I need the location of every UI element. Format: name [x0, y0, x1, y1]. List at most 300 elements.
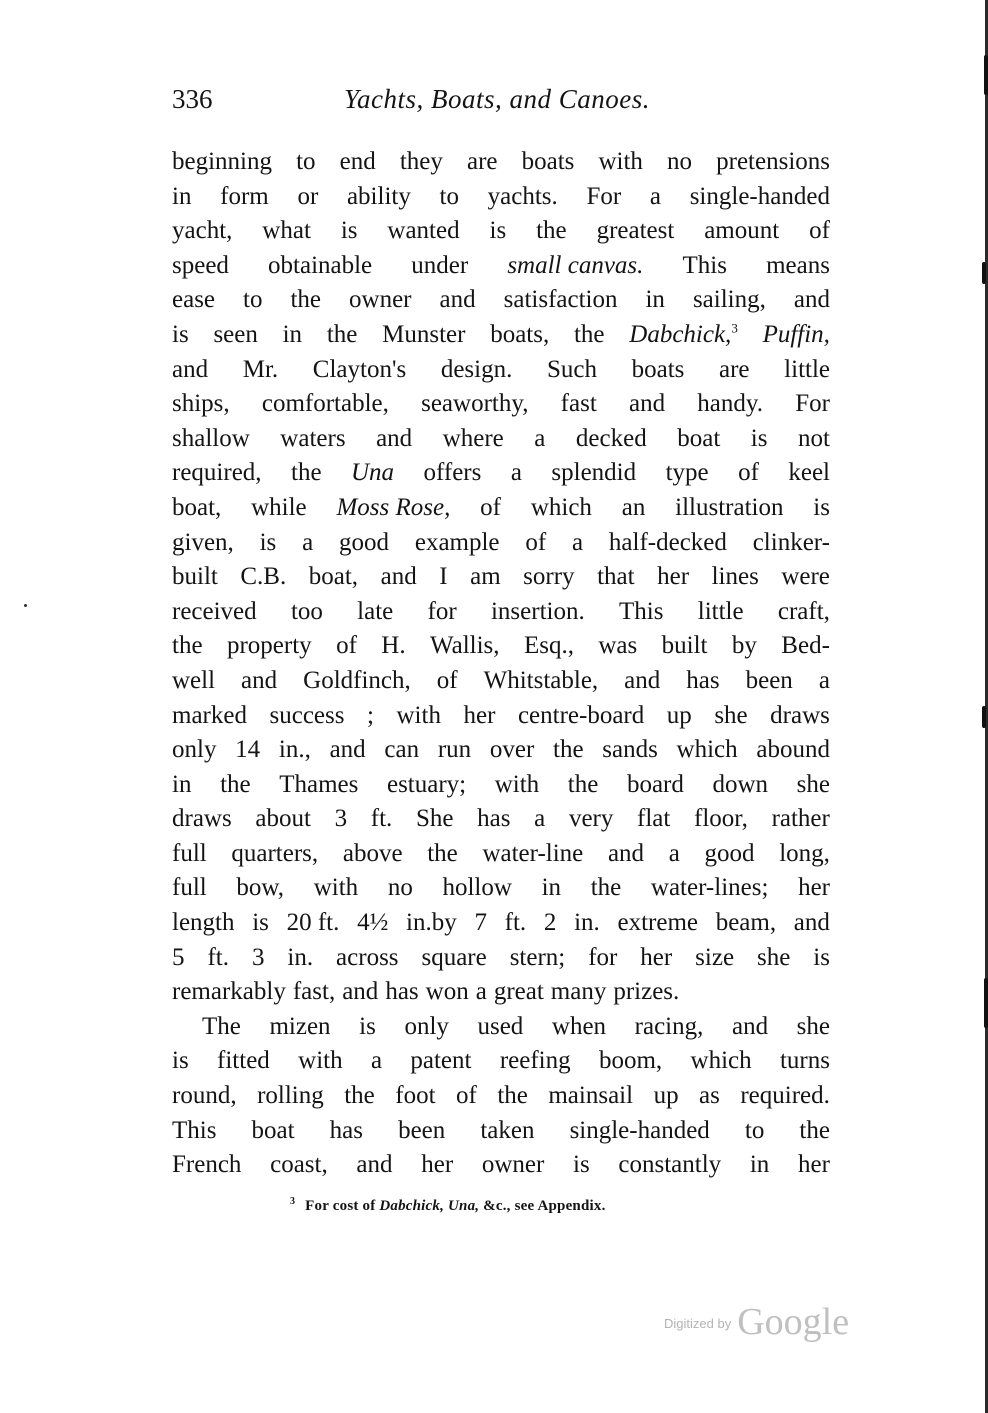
word: won [425, 978, 469, 1006]
word: water-line [482, 839, 584, 867]
word: single-handed [689, 182, 830, 210]
word: boats [631, 355, 685, 383]
word: ; [367, 701, 374, 729]
word: to [296, 148, 316, 175]
word: and [607, 839, 645, 867]
word: property [226, 632, 312, 660]
word: that [597, 563, 635, 591]
word: design. [440, 355, 513, 383]
running-title: Yachts, Boats, and Canoes. [344, 84, 651, 114]
word: to [439, 182, 459, 210]
word: and [376, 424, 413, 452]
word: 4½ [357, 909, 389, 937]
text-line [172, 249, 830, 284]
word: This [619, 597, 664, 625]
word: in [282, 320, 303, 348]
word: her [640, 943, 673, 971]
word: water-lines; [650, 874, 769, 902]
footnote-text: For cost of [305, 1198, 380, 1214]
word: 2 [543, 909, 557, 937]
word: no [387, 874, 413, 902]
word: Puffin, [762, 320, 830, 348]
word: boat, [172, 493, 222, 521]
word: with [298, 1047, 343, 1075]
text-line [172, 353, 830, 388]
word: Such [546, 355, 597, 383]
word: down [712, 770, 769, 798]
word: they [399, 148, 443, 175]
word: her [463, 701, 496, 729]
text-line [172, 664, 830, 699]
word: of [456, 1082, 477, 1110]
word: full [172, 839, 207, 867]
word: offers [423, 459, 482, 487]
word: means [766, 251, 830, 279]
word: which [676, 736, 738, 764]
word: which [690, 1047, 752, 1075]
word: the [573, 320, 605, 348]
word: She [415, 805, 454, 833]
word: a [534, 424, 546, 452]
word: an [621, 493, 646, 521]
word: she [757, 943, 791, 971]
word: many [550, 978, 607, 1006]
word: boat, [308, 563, 359, 591]
word: is [259, 528, 277, 556]
word: and [731, 1012, 769, 1040]
text-line [172, 526, 830, 561]
word: received [172, 597, 257, 625]
word: board [626, 770, 684, 798]
word: in [541, 874, 562, 902]
word: Wallis, [430, 632, 500, 660]
word: too [290, 597, 323, 625]
word: ships, [172, 390, 230, 418]
word: French [172, 1151, 242, 1179]
word: the [290, 286, 322, 314]
word: is [340, 217, 358, 245]
word: ft. [504, 909, 527, 937]
word: fitted [217, 1047, 270, 1075]
word: or [297, 182, 319, 210]
word: has [477, 805, 511, 833]
word: greatest [596, 217, 675, 245]
text-line [172, 560, 830, 595]
word: ability [346, 182, 411, 210]
word: of [738, 459, 759, 487]
word: with [313, 874, 359, 902]
footnote-reference: 3 [731, 320, 738, 336]
text-line [172, 214, 830, 249]
word: is [359, 1012, 376, 1040]
word: 5 [172, 943, 185, 971]
word: satisfaction [503, 286, 618, 314]
word: Mr. [242, 355, 279, 383]
word: in.by [406, 909, 457, 937]
word: the [799, 1116, 830, 1144]
word: coast, [270, 1151, 328, 1179]
word: of [336, 632, 357, 660]
word: and [329, 736, 366, 764]
word: handy. [697, 390, 764, 418]
word: comfortable, [261, 390, 389, 418]
word: insertion. [490, 597, 585, 625]
word: what [262, 217, 311, 245]
word: keel [788, 459, 830, 487]
word: was [598, 632, 638, 660]
text-line [172, 837, 830, 872]
word: draws [172, 805, 232, 833]
word: decked [575, 424, 647, 452]
word: This [682, 251, 727, 279]
word: success [269, 701, 345, 729]
word: up [666, 701, 692, 729]
word: square [421, 943, 487, 971]
word: extreme [617, 909, 698, 937]
word: obtainable [268, 251, 373, 279]
word: little [697, 597, 744, 625]
word: is [813, 943, 830, 971]
word: under [411, 251, 469, 279]
word: round, [172, 1082, 237, 1110]
word: H. [381, 632, 406, 660]
word: rather [771, 805, 830, 833]
word: Whitstable, [483, 666, 599, 694]
text-line [172, 595, 830, 630]
word: ft. [207, 943, 229, 971]
word: pretensions [716, 148, 830, 175]
word: floor, [694, 805, 748, 833]
text-line [172, 145, 830, 180]
text-line [172, 422, 830, 457]
word: Esq., [523, 632, 574, 660]
word: she [796, 770, 830, 798]
word: of [480, 493, 501, 521]
word: a [668, 839, 680, 867]
word: end [339, 148, 376, 175]
word: owner [481, 1151, 545, 1179]
word: up [653, 1082, 679, 1110]
word: yacht, [172, 217, 233, 245]
word: is [172, 1047, 189, 1075]
text-line [172, 283, 830, 318]
page-edge-mark [982, 262, 986, 284]
text-line [172, 1044, 830, 1079]
page-edge-mark [984, 978, 988, 1028]
word: very [568, 805, 614, 833]
word: waters [280, 424, 346, 452]
word: seen [213, 320, 258, 348]
word: the [590, 874, 622, 902]
word: been [745, 666, 793, 694]
word: wanted [387, 217, 460, 245]
word: bow, [236, 874, 285, 902]
word: about [255, 805, 311, 833]
text-line [172, 1114, 830, 1149]
word: constantly [618, 1151, 722, 1179]
word: craft, [777, 597, 830, 625]
word: in [172, 182, 192, 210]
word: Dabchick, [629, 320, 732, 348]
word: the [497, 1082, 528, 1110]
word: in [645, 286, 665, 314]
word: This [172, 1116, 217, 1144]
word: and [793, 286, 830, 314]
word: run [437, 736, 472, 764]
word: Goldfinch, [303, 666, 411, 694]
text-line [172, 975, 830, 1010]
word: she [714, 701, 748, 729]
text-line [172, 629, 830, 664]
word: and [356, 1151, 393, 1179]
word: while [251, 493, 307, 521]
word: is [252, 909, 269, 937]
word: sands [602, 736, 658, 764]
word: single-handed [569, 1116, 710, 1144]
word: good [704, 839, 755, 867]
word: a [510, 459, 522, 487]
word: and [241, 666, 278, 694]
word: abound [756, 736, 830, 764]
word: her [657, 563, 690, 591]
text-line [172, 733, 830, 768]
word: is [750, 424, 768, 452]
body-text [172, 145, 830, 1183]
page-edge-mark [982, 706, 986, 728]
word: flat [637, 805, 671, 833]
word: ease [172, 286, 216, 314]
word: late [357, 597, 394, 625]
word: is [172, 320, 189, 348]
word: C.B. [240, 563, 287, 591]
running-head [172, 84, 832, 124]
word: good [339, 528, 390, 556]
word: can [384, 736, 420, 764]
word: a [818, 666, 830, 694]
word: boat [251, 1116, 295, 1144]
word: is [489, 217, 507, 245]
page-edge-mark [984, 55, 988, 95]
word: by [731, 632, 757, 660]
watermark-prefix: Digitized by [664, 1316, 732, 1331]
word: size [695, 943, 735, 971]
footnote-text: &c., see Appendix. [479, 1198, 606, 1214]
word: beam, [715, 909, 777, 937]
word: used [477, 1012, 524, 1040]
word: been [398, 1116, 446, 1144]
word: boom, [598, 1047, 663, 1075]
text-line [172, 180, 830, 215]
word: For [586, 182, 622, 210]
digitized-watermark [664, 1300, 849, 1344]
text-line [172, 456, 830, 491]
word: across [336, 943, 399, 971]
word: owner [349, 286, 412, 314]
word: turns [779, 1047, 830, 1075]
word: her [798, 874, 830, 902]
word: 3 [251, 943, 265, 971]
word: quarters, [231, 839, 319, 867]
word: fast, [292, 978, 336, 1006]
word: the [172, 632, 203, 660]
word: were [781, 563, 830, 591]
text-line [172, 768, 830, 803]
word: length [172, 909, 235, 937]
word: mizen [269, 1012, 331, 1040]
word: and [793, 909, 830, 937]
word: example [414, 528, 500, 556]
word: no [667, 148, 693, 175]
footnote-mark: 3 [290, 1196, 296, 1207]
word: the [536, 217, 567, 245]
word: in. [287, 943, 314, 971]
word: above [342, 839, 403, 867]
word: well [172, 666, 216, 694]
word: Thames [279, 770, 359, 798]
word: she [796, 1012, 830, 1040]
word: hollow [442, 874, 512, 902]
word: Clayton's [312, 355, 407, 383]
word: when [551, 1012, 607, 1040]
word: and [439, 286, 476, 314]
word: are [719, 355, 750, 383]
word: in [749, 1151, 770, 1179]
word: over [489, 736, 535, 764]
word: 14 [235, 736, 261, 764]
word: draws [770, 701, 830, 729]
text-line [172, 387, 830, 422]
word: seaworthy, [421, 390, 529, 418]
word: the [567, 770, 599, 798]
word: and [172, 355, 209, 383]
word: illustration [675, 493, 784, 521]
text-line [172, 1148, 830, 1183]
word: prizes. [613, 978, 680, 1006]
word: boat [677, 424, 721, 452]
word: a [475, 978, 487, 1006]
word: with [598, 148, 643, 175]
word: mainsail [548, 1082, 634, 1110]
word: 20 ft. [286, 909, 340, 937]
word: foot [395, 1082, 436, 1110]
word: am [470, 563, 501, 591]
word: is [813, 493, 830, 521]
word: a [649, 182, 662, 210]
footnote-text: Dabchick, Una, [379, 1198, 480, 1214]
word: a [370, 1047, 383, 1075]
word: amount [704, 217, 780, 245]
word: has [686, 666, 720, 694]
word: The [202, 1012, 241, 1040]
word: her [797, 1151, 830, 1179]
word: are [466, 148, 498, 175]
word: where [442, 424, 504, 452]
word: speed [172, 251, 229, 279]
word: beginning [172, 148, 272, 175]
word: racing, [634, 1012, 704, 1040]
word: in [172, 770, 192, 798]
word: and [380, 563, 417, 591]
word: of [525, 528, 547, 556]
word: has [329, 1116, 363, 1144]
word: fast [560, 390, 597, 418]
text-line [172, 699, 830, 734]
word: lines [711, 563, 759, 591]
word: the [553, 736, 584, 764]
word: built [661, 632, 708, 660]
text-line [172, 906, 830, 941]
word: I [439, 563, 448, 591]
word: the [344, 1082, 375, 1110]
word: estuary; [386, 770, 467, 798]
word: patent [410, 1047, 472, 1075]
word: required, [172, 459, 262, 487]
footnote [290, 1196, 606, 1215]
word: and [628, 390, 666, 418]
word: centre-board [517, 701, 645, 729]
word: of [436, 666, 458, 694]
word: 7 [474, 909, 487, 937]
text-line [172, 491, 830, 526]
word: type [665, 459, 709, 487]
word: the [326, 320, 358, 348]
word: and [624, 666, 661, 694]
word: and [342, 978, 379, 1006]
word: a [571, 528, 584, 556]
text-line [172, 318, 830, 353]
word: of [809, 217, 830, 245]
word: to [243, 286, 263, 314]
word: taken [480, 1116, 535, 1144]
word: For [795, 390, 830, 418]
word: splendid [551, 459, 637, 487]
word: clinker- [752, 528, 830, 556]
word: Bed- [781, 632, 830, 660]
word: for [588, 943, 618, 971]
word: a [534, 805, 546, 833]
word: a [302, 528, 314, 556]
word: great [493, 978, 544, 1006]
word: full [172, 874, 207, 902]
word: which [530, 493, 592, 521]
word: with [396, 701, 441, 729]
text-line [172, 1079, 830, 1114]
word: as [699, 1082, 720, 1110]
word: not [797, 424, 830, 452]
scan-speck [24, 604, 27, 607]
word: small canvas. [507, 251, 644, 279]
word: in., [278, 736, 311, 764]
word: rolling [257, 1082, 324, 1110]
word: required. [740, 1082, 830, 1110]
word: remarkably [172, 978, 286, 1006]
word: Munster [382, 320, 466, 348]
word-with-note [629, 318, 738, 353]
word: form [220, 182, 269, 210]
word: half-decked [608, 528, 727, 556]
word: given, [172, 528, 234, 556]
text-line [172, 1010, 830, 1045]
page-number: 336 [172, 84, 213, 114]
word: only [404, 1012, 449, 1040]
text-line [172, 871, 830, 906]
word: Moss Rose, [336, 493, 451, 521]
word: built [172, 563, 218, 591]
word: sorry [523, 563, 575, 591]
word: her [421, 1151, 454, 1179]
word: Una [351, 459, 395, 487]
text-line [172, 941, 830, 976]
